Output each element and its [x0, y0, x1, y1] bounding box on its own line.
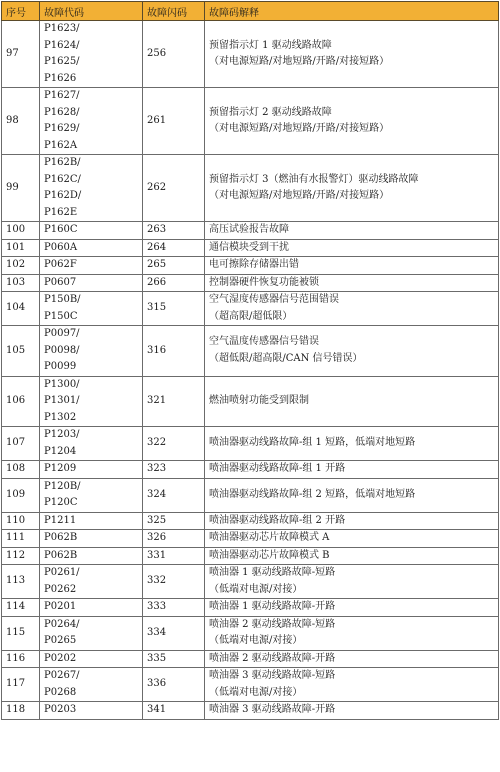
row-flash-code: 326	[143, 530, 205, 548]
row-fault-codes	[40, 292, 143, 326]
fault-code: P1302	[44, 411, 77, 423]
description-line: 喷油器驱动线路故障-组 1 短路，低端对地短路	[209, 437, 416, 449]
row-seq: 110	[2, 512, 40, 530]
table-row	[2, 512, 499, 530]
description-line: （低端对电源/对接）	[209, 686, 303, 698]
table-row	[2, 239, 499, 257]
row-fault-codes	[40, 461, 143, 479]
fault-code: P150C	[44, 310, 78, 322]
fault-code: P0097/	[44, 328, 80, 339]
row-fault-codes	[40, 668, 143, 702]
fault-code: P160C	[44, 224, 78, 235]
row-description	[205, 326, 499, 377]
table-row	[2, 530, 499, 548]
fault-code: P0201	[44, 601, 77, 612]
description-line: （对电源短路/对地短路/开路/对接短路）	[209, 56, 390, 67]
row-fault-codes	[40, 599, 143, 617]
row-seq: 114	[2, 599, 40, 617]
description-line: 喷油器 1 驱动线路故障-开路	[209, 601, 336, 612]
row-seq: 111	[2, 530, 40, 548]
table-row	[2, 376, 499, 427]
row-seq: 99	[2, 155, 40, 222]
fault-code: P0262	[44, 583, 77, 595]
row-fault-codes	[40, 427, 143, 461]
table-row	[2, 478, 499, 512]
row-seq: 104	[2, 292, 40, 326]
fault-code: P1623/	[44, 23, 80, 34]
row-flash-code: 261	[143, 88, 205, 155]
row-fault-codes	[40, 155, 143, 222]
row-fault-codes	[40, 21, 143, 88]
row-description	[205, 274, 499, 292]
row-description	[205, 155, 499, 222]
row-seq: 112	[2, 547, 40, 565]
table-row	[2, 565, 499, 599]
row-seq: 113	[2, 565, 40, 599]
row-flash-code: 262	[143, 155, 205, 222]
row-flash-code: 316	[143, 326, 205, 377]
fault-code: P0268	[44, 686, 77, 698]
fault-code: P1301/	[44, 395, 80, 406]
description-line: （低端对电源/对接）	[209, 635, 303, 646]
table-row	[2, 222, 499, 240]
row-seq: 102	[2, 257, 40, 275]
row-seq: 107	[2, 427, 40, 461]
row-seq: 116	[2, 650, 40, 668]
fault-code: P0099	[44, 361, 77, 372]
table-row	[2, 616, 499, 650]
fault-code: P1300/	[44, 378, 80, 390]
fault-code: P162C/	[44, 173, 81, 185]
description-line: 喷油器 2 驱动线路故障-开路	[209, 652, 336, 664]
fault-code: P062B	[44, 532, 78, 543]
row-fault-codes	[40, 326, 143, 377]
row-fault-codes	[40, 530, 143, 548]
description-line: （超低限/超高限/CAN 信号错误）	[209, 352, 363, 364]
row-flash-code: 256	[143, 21, 205, 88]
row-description	[205, 599, 499, 617]
row-fault-codes	[40, 376, 143, 427]
fault-code: P162B/	[44, 157, 81, 168]
fault-code: P162D/	[44, 190, 82, 201]
row-flash-code: 336	[143, 668, 205, 702]
description-line: （低端对电源/对接）	[209, 583, 303, 595]
row-seq: 106	[2, 376, 40, 427]
description-line: 空气温度传感器信号错误	[209, 336, 319, 348]
fault-code: P060A	[44, 241, 78, 253]
row-seq: 97	[2, 21, 40, 88]
table-row	[2, 702, 499, 720]
row-fault-codes	[40, 616, 143, 650]
description-line: 喷油器 3 驱动线路故障-短路	[209, 670, 336, 681]
row-description	[205, 616, 499, 650]
fault-code: P1629/	[44, 123, 80, 134]
row-flash-code: 323	[143, 461, 205, 479]
table-row	[2, 650, 499, 668]
description-line: 喷油器驱动芯片故障模式 B	[209, 549, 330, 561]
fault-code: P1624/	[44, 39, 80, 51]
row-seq: 109	[2, 478, 40, 512]
row-flash-code: 265	[143, 257, 205, 275]
table-row	[2, 257, 499, 275]
table-row	[2, 21, 499, 88]
row-flash-code: 264	[143, 239, 205, 257]
description-line: 喷油器驱动芯片故障模式 A	[209, 532, 330, 543]
fault-code: P120B/	[44, 480, 81, 492]
header-code: 故障代码	[40, 2, 143, 21]
row-description	[205, 530, 499, 548]
row-flash-code: 333	[143, 599, 205, 617]
table-body	[2, 21, 499, 720]
fault-code: P1627/	[44, 90, 80, 101]
row-seq: 115	[2, 616, 40, 650]
row-description	[205, 478, 499, 512]
fault-code: P0267/	[44, 670, 80, 681]
description-line: 高压试验报告故障	[209, 224, 289, 235]
row-description	[205, 21, 499, 88]
description-line: 喷油器 2 驱动线路故障-短路	[209, 618, 336, 630]
row-fault-codes	[40, 512, 143, 530]
table-row	[2, 599, 499, 617]
description-line: （超高限/超低限）	[209, 310, 293, 322]
fault-code: P0203	[44, 704, 77, 715]
row-flash-code: 325	[143, 512, 205, 530]
row-seq: 118	[2, 702, 40, 720]
fault-code: P0264/	[44, 618, 80, 630]
row-flash-code: 315	[143, 292, 205, 326]
row-flash-code: 341	[143, 702, 205, 720]
fault-code: P1209	[44, 463, 77, 474]
row-seq: 101	[2, 239, 40, 257]
description-line: 空气湿度传感器信号范围错误	[209, 294, 339, 305]
row-description	[205, 292, 499, 326]
description-line: （对电源短路/对地短路/开路/对接短路）	[209, 123, 390, 134]
description-line: 喷油器驱动线路故障-组 1 开路	[209, 463, 346, 474]
header-row	[2, 2, 499, 21]
description-line: 控制器硬件恢复功能被锁	[209, 276, 319, 288]
fault-code: P0265	[44, 635, 77, 646]
header-seq: 序号	[2, 2, 40, 21]
row-fault-codes	[40, 257, 143, 275]
row-flash-code: 334	[143, 616, 205, 650]
description-line: 通信模块受到干扰	[209, 241, 289, 253]
row-description	[205, 668, 499, 702]
row-description	[205, 565, 499, 599]
description-line: 喷油器 1 驱动线路故障-短路	[209, 567, 336, 578]
fault-code-table	[1, 1, 499, 720]
row-seq: 108	[2, 461, 40, 479]
description-line: 预留指示灯 3（燃油有水报警灯）驱动线路故障	[209, 173, 419, 185]
row-description	[205, 88, 499, 155]
description-line: 预留指示灯 2 驱动线路故障	[209, 106, 332, 118]
fault-code: P120C	[44, 497, 78, 508]
row-description	[205, 239, 499, 257]
row-flash-code: 321	[143, 376, 205, 427]
row-description	[205, 257, 499, 275]
row-description	[205, 376, 499, 427]
row-seq: 103	[2, 274, 40, 292]
row-fault-codes	[40, 239, 143, 257]
row-flash-code: 331	[143, 547, 205, 565]
table-row	[2, 668, 499, 702]
fault-code: P062B	[44, 549, 78, 561]
row-flash-code: 322	[143, 427, 205, 461]
table-row	[2, 88, 499, 155]
row-description	[205, 512, 499, 530]
row-seq: 105	[2, 326, 40, 377]
description-line: （对电源短路/对地短路/开路/对接短路）	[209, 190, 390, 201]
row-fault-codes	[40, 478, 143, 512]
description-line: 电可擦除存储器出错	[209, 259, 299, 270]
fault-code: P1211	[44, 514, 77, 526]
fault-code: P1625/	[44, 56, 80, 67]
row-flash-code: 266	[143, 274, 205, 292]
fault-code: P162E	[44, 206, 78, 218]
row-fault-codes	[40, 547, 143, 565]
row-seq: 100	[2, 222, 40, 240]
row-seq: 98	[2, 88, 40, 155]
fault-code: P1204	[44, 445, 77, 457]
row-fault-codes	[40, 88, 143, 155]
description-line: 喷油器驱动线路故障-组 2 短路，低端对地短路	[209, 488, 416, 500]
table-row	[2, 326, 499, 377]
row-fault-codes	[40, 274, 143, 292]
row-fault-codes	[40, 222, 143, 240]
description-line: 预留指示灯 1 驱动线路故障	[209, 39, 332, 51]
row-description	[205, 222, 499, 240]
row-description	[205, 547, 499, 565]
fault-code: P0098/	[44, 344, 80, 356]
row-fault-codes	[40, 702, 143, 720]
table-row	[2, 155, 499, 222]
fault-code: P150B/	[44, 294, 81, 305]
fault-code: P1628/	[44, 106, 80, 118]
description-line: 燃油喷射功能受到限制	[209, 395, 309, 406]
table-row	[2, 547, 499, 565]
row-flash-code: 263	[143, 222, 205, 240]
row-description	[205, 461, 499, 479]
row-flash-code: 335	[143, 650, 205, 668]
row-description	[205, 427, 499, 461]
row-flash-code: 324	[143, 478, 205, 512]
description-line: 喷油器 3 驱动线路故障-开路	[209, 704, 336, 715]
row-seq: 117	[2, 668, 40, 702]
header-flash: 故障闪码	[143, 2, 205, 21]
header-desc: 故障码解释	[205, 2, 499, 21]
table-row	[2, 274, 499, 292]
row-fault-codes	[40, 650, 143, 668]
fault-code: P1203/	[44, 429, 80, 440]
fault-code: P0607	[44, 276, 77, 288]
fault-code: P1626	[44, 72, 77, 84]
fault-code: P0261/	[44, 567, 80, 578]
table-row	[2, 427, 499, 461]
fault-code: P162A	[44, 139, 78, 151]
table-row	[2, 292, 499, 326]
description-line: 喷油器驱动线路故障-组 2 开路	[209, 514, 346, 526]
fault-code: P062F	[44, 259, 77, 270]
row-fault-codes	[40, 565, 143, 599]
row-flash-code: 332	[143, 565, 205, 599]
fault-code: P0202	[44, 652, 77, 664]
row-description	[205, 650, 499, 668]
row-description	[205, 702, 499, 720]
table-row	[2, 461, 499, 479]
